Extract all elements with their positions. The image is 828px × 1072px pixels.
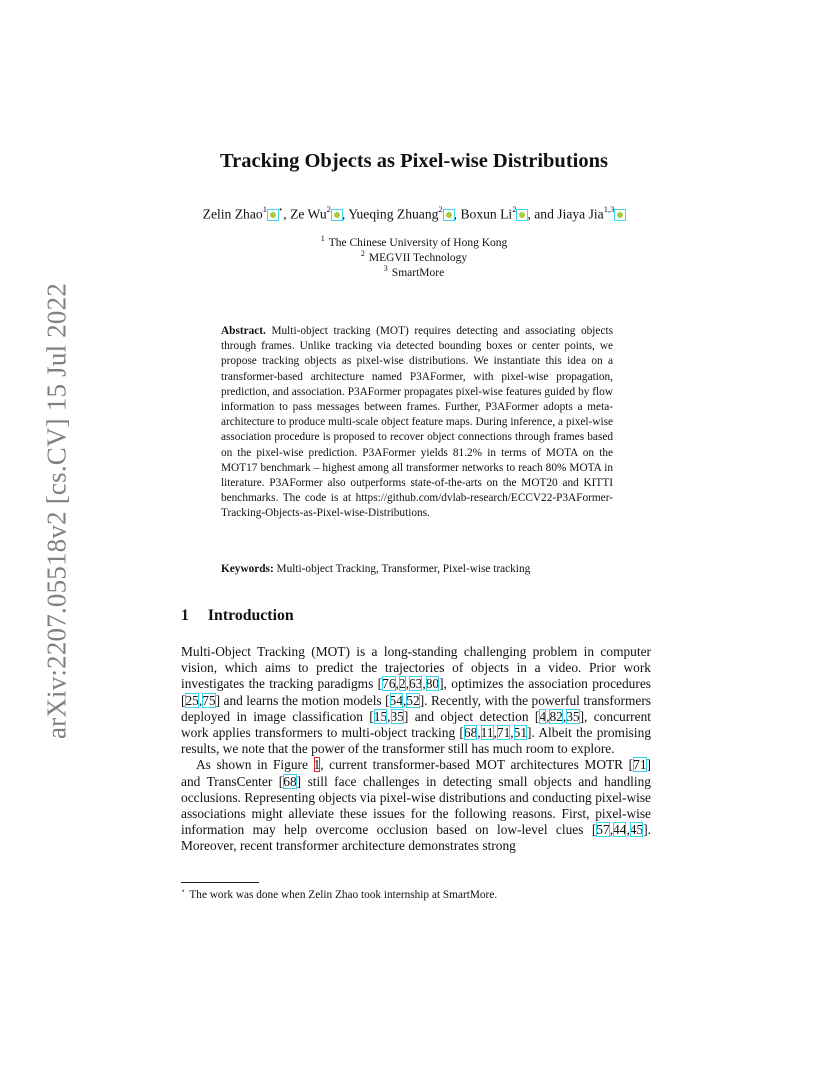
citation-link[interactable]: 54 (389, 692, 403, 708)
footnote (181, 887, 497, 901)
orcid-icon[interactable] (332, 210, 342, 220)
citation-link[interactable]: 35 (390, 708, 404, 724)
body-paragraph (181, 644, 651, 757)
text-run: , (198, 692, 203, 708)
author-name: Boxun Li (460, 206, 513, 222)
author-affiliation-mark: 1,3 (603, 204, 615, 214)
figure-reference-link[interactable]: 1 (313, 757, 321, 773)
affiliation-number: 3 (383, 264, 388, 273)
section-number: 1 (181, 607, 189, 624)
affiliation-number: 1 (320, 234, 325, 243)
citation-link[interactable]: 51 (513, 725, 528, 741)
abstract (221, 324, 613, 522)
text-run: ] still face challenges in detecting small objects and handling occlusions. Representing objects via pixel-wise distributions and conducting pixel-wise associations might alleviate these issues for the following reasons. First, pixel-wise information may help overcome occlusion based on low-level clues [ (181, 773, 652, 838)
paper-title: Tracking Objects as Pixel-wise Distributions (220, 150, 608, 172)
text-run: ], concurrent work applies transformers to multi-object tracking [ (181, 708, 651, 741)
citation-link[interactable]: 76 (382, 676, 396, 692)
author-list (0, 205, 828, 223)
keywords-label: Keywords: (221, 563, 274, 575)
orcid-icon[interactable] (444, 210, 454, 220)
text-run: ] and TransCenter [ (181, 757, 651, 789)
citation-link[interactable]: 63 (408, 676, 423, 692)
text-run: ]. Moreover, recent transformer architecture demonstrates strong (181, 822, 651, 854)
text-run: ] and object detection [ (403, 708, 540, 724)
citation-link[interactable]: 80 (425, 676, 440, 692)
body-paragraph (181, 757, 651, 854)
citation-link[interactable]: 2 (398, 676, 406, 692)
citation-link[interactable]: 25 (185, 692, 199, 708)
arxiv-identifier[interactable]: arXiv:2207.05518v2 [cs.CV] 15 Jul 2022 (41, 282, 72, 740)
text-run: , (609, 822, 614, 838)
citation-link[interactable]: 57 (596, 822, 610, 838)
citation-link[interactable]: 68 (283, 773, 297, 789)
citation-link[interactable]: 15 (373, 708, 388, 724)
author-name: Jiaya Jia (557, 206, 604, 222)
text-run: , (562, 708, 567, 724)
author-name: Yueqing Zhuang (348, 206, 439, 222)
keywords-text: Multi-object Tracking, Transformer, Pixel-wise tracking (276, 563, 531, 575)
author-affiliation-mark: 2 (326, 204, 331, 214)
citation-link[interactable]: 44 (613, 822, 627, 838)
text-run: , (395, 676, 399, 692)
citation-link[interactable]: 45 (629, 822, 644, 838)
footnote-rule (181, 882, 259, 883)
citation-link[interactable]: 11 (480, 725, 494, 741)
affiliation-1 (0, 234, 828, 249)
text-run: , (546, 708, 550, 724)
text-run: ]. Albeit the promising results, we note that the power of the transformer still has much room to explore. (181, 725, 652, 757)
section-title: Introduction (207, 607, 294, 624)
text-run: , (402, 692, 407, 708)
affiliation-name: SmartMore (391, 266, 445, 279)
footnote-text: The work was done when Zelin Zhao took internship at SmartMore. (189, 888, 498, 901)
affiliation-3 (0, 264, 828, 279)
author-footnote-mark: ⋆ (277, 204, 284, 214)
author-separator: , (341, 206, 349, 222)
citation-link[interactable]: 82 (549, 708, 563, 724)
text-run: Multi-Object Tracking (MOT) is a long-standing challenging problem in computer vision, which aims to predict the trajectories of objects in a video. Prior work investigates the tracking paradigms [ (181, 644, 651, 692)
orcid-icon[interactable] (268, 210, 278, 220)
text-run: ] and learns the motion models [ (215, 692, 390, 708)
orcid-icon[interactable] (615, 210, 625, 220)
citation-link[interactable]: 4 (539, 708, 547, 724)
affiliation-number: 2 (360, 249, 365, 258)
author-affiliation-mark: 2 (438, 204, 443, 214)
affiliation-name: The Chinese University of Hong Kong (328, 236, 508, 249)
author-separator: , (283, 206, 291, 222)
citation-link[interactable]: 71 (496, 725, 511, 741)
section-heading (181, 607, 294, 625)
author-separator: , (453, 206, 461, 222)
text-run: , (405, 676, 409, 692)
text-run: , (626, 822, 630, 838)
abstract-text: Multi-object tracking (MOT) requires detecting and associating objects through frames. Unlike tracking via detected bounding boxes or center points, we propose tracking objects as pixel-wise distributions. We instantiate this idea on a transformer-based architecture named P3AFormer, with pixel-wise propagation, prediction, and association. P3AFormer propagates pixel-wise features guided by flow information to pass messages between frames. Further, P3AFormer adopts a meta-architecture to produce multi-scale object feature maps. During inference, a pixel-wise association procedure is proposed to recover object connections through frames based on the pixel-wise prediction. P3AFormer yields 81.2% in terms of MOTA on the MOT17 benchmark – highest among all transformer networks to reach 80% MOTA in literature. P3AFormer also outperforms state-of-the-arts on the MOT20 and KITTI benchmarks. The code is at https://github.com/dvlab-research/ECCV22-P3AFormer-Tracking-Objects-as-Pixel-wise-Distributions. (221, 325, 613, 520)
text-run: , (422, 676, 426, 692)
author-affiliation-mark: 2 (512, 204, 517, 214)
author-name: Zelin Zhao (202, 206, 263, 222)
text-run: , current transformer-based MOT architectures MOTR [ (320, 757, 634, 773)
introduction-body (181, 644, 651, 855)
author-affiliation-mark: 1 (262, 204, 267, 214)
footnote-mark: ⋆ (181, 887, 186, 895)
text-run: , (477, 725, 481, 741)
keywords (221, 563, 613, 575)
orcid-icon[interactable] (517, 210, 527, 220)
citation-link[interactable]: 68 (463, 725, 478, 741)
author-separator: , and (527, 206, 558, 222)
text-run: ]. Recently, with the powerful transformers deployed in image classification [ (181, 692, 652, 724)
text-run: , (493, 725, 497, 741)
abstract-label: Abstract. (221, 325, 266, 337)
text-run: , (387, 708, 391, 724)
citation-link[interactable]: 75 (202, 692, 216, 708)
text-run: , (510, 725, 514, 741)
affiliation-2 (0, 249, 828, 264)
author-name: Ze Wu (290, 206, 327, 222)
text-run: As shown in Figure (196, 757, 314, 773)
citation-link[interactable]: 35 (566, 708, 580, 724)
affiliation-name: MEGVII Technology (368, 251, 468, 264)
citation-link[interactable]: 52 (406, 692, 420, 708)
text-run: ], optimizes the association procedures [ (181, 676, 651, 708)
citation-link[interactable]: 71 (633, 757, 647, 773)
